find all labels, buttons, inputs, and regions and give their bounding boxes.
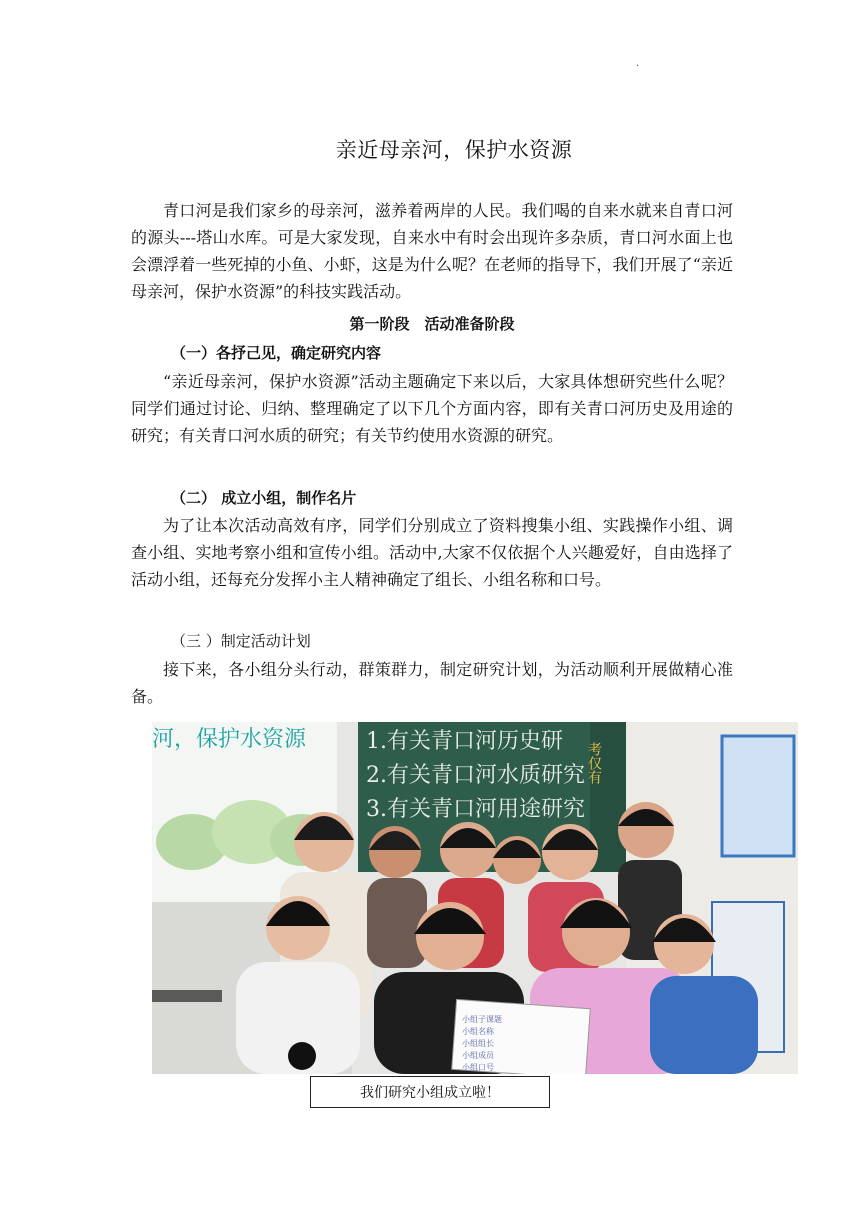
board-side-text: 考仅有 — [586, 742, 602, 784]
photo-caption: 我们研究小组成立啦！ — [310, 1076, 550, 1108]
page-title: 亲近母亲河，保护水资源 — [335, 138, 573, 162]
classroom-photo-illustration — [152, 722, 798, 1074]
board-line-2: 2.有关青口河水质研究 — [366, 763, 585, 788]
svg-text:小组名称: 小组名称 — [462, 1027, 494, 1036]
section-heading-1: （一）各抒己见，确定研究内容 — [171, 344, 382, 362]
intro-paragraph: 青口河是我们家乡的母亲河，滋养着两岸的人民。我们喝的自来水就来自青口河的源头---塔山水库。可是大家发现，自来水中有时会出现许多杂质，青口河水面上也会漂浮着一些死掉的小鱼、小虾，这是为什么呢？在老师的指导下，我们开展了“亲近母亲河，保护水资源”的科技实践活动。 — [131, 201, 733, 301]
group-card-paper — [452, 999, 591, 1074]
corner-mark: . — [636, 58, 640, 69]
stage-heading: 第一阶段 活动准备阶段 — [349, 315, 515, 333]
svg-text:小组子课题: 小组子课题 — [462, 1015, 502, 1024]
board-line-3: 3.有关青口河用途研究 — [366, 797, 585, 822]
svg-text:小组组长: 小组组长 — [462, 1039, 494, 1048]
svg-text:小组口号: 小组口号 — [462, 1063, 494, 1072]
section-text-3: 接下来，各小组分头行动，群策群力，制定研究计划，为活动顺利开展做精心准备。 — [131, 660, 733, 706]
section-text-1: “亲近母亲河，保护水资源”活动主题确定下来以后，大家具体想研究些什么呢？同学们通过讨论、归纳、整理确定了以下几个方面内容，即有关青口河历史及用途的研究；有关青口河水质的研究；有关节约使用水资源的研究。 — [131, 372, 733, 445]
group-photo — [152, 722, 798, 1074]
section-heading-2: （二） 成立小组，制作名片 — [171, 489, 357, 507]
screen-text: 河，保护水资源 — [152, 727, 307, 752]
section-text-2: 为了让本次活动高效有序，同学们分别成立了资料搜集小组、实践操作小组、调查小组、实地考察小组和宣传小组。活动中,大家不仅依据个人兴趣爱好，自由选择了活动小组，还每充分发挥小主人精神确定了组长、小组名称和口号。 — [131, 516, 733, 589]
board-line-1: 1.有关青口河历史研 — [366, 729, 563, 754]
section-heading-3: （三 ）制定活动计划 — [171, 632, 311, 650]
svg-text:小组成员: 小组成员 — [462, 1051, 494, 1060]
